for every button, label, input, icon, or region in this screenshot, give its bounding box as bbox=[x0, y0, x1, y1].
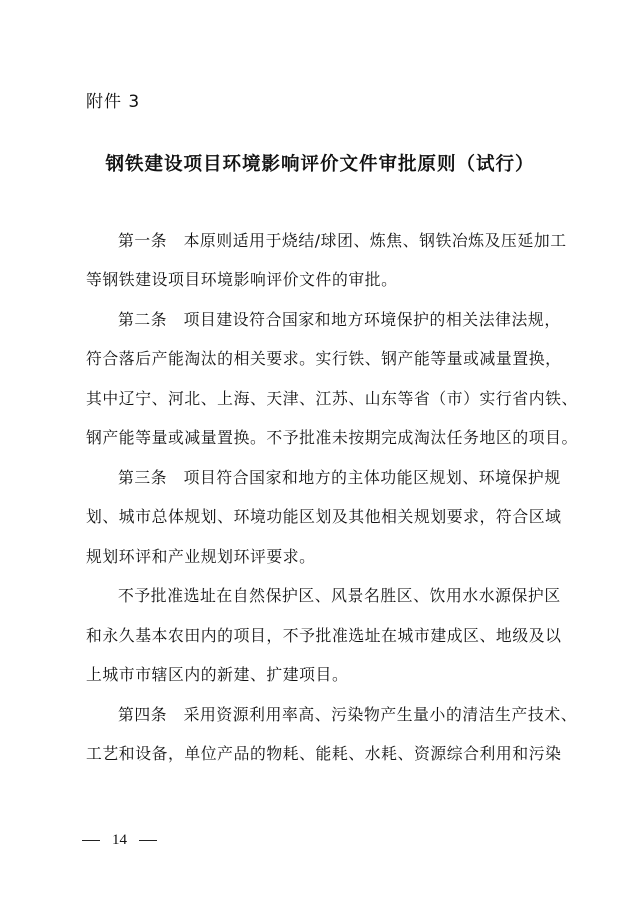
page-number bbox=[82, 830, 157, 850]
article-3-para-2-line-1: 不予批准选址在自然保护区、风景名胜区、饮用水水源保护区 bbox=[118, 586, 561, 605]
page-number-text: 14 bbox=[112, 832, 127, 848]
attachment-label: 附件 3 bbox=[86, 92, 141, 112]
article-3-para-2-line-2: 和永久基本农田内的项目，不予批准选址在城市建成区、地级及以 bbox=[86, 626, 562, 645]
article-2-line-1: 第二条 项目建设符合国家和地方环境保护的相关法律法规， bbox=[118, 310, 561, 329]
page-number-left-dash bbox=[82, 840, 100, 841]
article-1-line-1: 第一条 本原则适用于烧结/球团、炼焦、钢铁冶炼及压延加工 bbox=[118, 231, 567, 250]
page-number-right-dash bbox=[139, 840, 157, 841]
article-3-line-1: 第三条 项目符合国家和地方的主体功能区规划、环境保护规 bbox=[118, 468, 561, 487]
article-4-line-1: 第四条 采用资源利用率高、污染物产生量小的清洁生产技术、 bbox=[118, 705, 578, 724]
article-3-line-2: 划、城市总体规划、环境功能区划及其他相关规划要求，符合区域 bbox=[86, 507, 562, 526]
article-3-para-2-line-3: 上城市市辖区内的新建、扩建项目。 bbox=[86, 665, 349, 684]
article-2-line-4: 钢产能等量或减量置换。不予批准未按期完成淘汰任务地区的项目。 bbox=[86, 428, 578, 447]
article-1-line-2: 等钢铁建设项目环境影响评价文件的审批。 bbox=[86, 270, 398, 289]
article-2-line-3: 其中辽宁、河北、上海、天津、江苏、山东等省（市）实行省内铁、 bbox=[86, 389, 578, 408]
article-4-line-2: 工艺和设备，单位产品的物耗、能耗、水耗、资源综合利用和污染 bbox=[86, 744, 562, 763]
article-2-line-2: 符合落后产能淘汰的相关要求。实行铁、钢产能等量或减量置换， bbox=[86, 349, 562, 368]
article-3-line-3: 规划环评和产业规划环评要求。 bbox=[86, 547, 316, 566]
document-title: 钢铁建设项目环境影响评价文件审批原则（试行） bbox=[105, 154, 535, 175]
